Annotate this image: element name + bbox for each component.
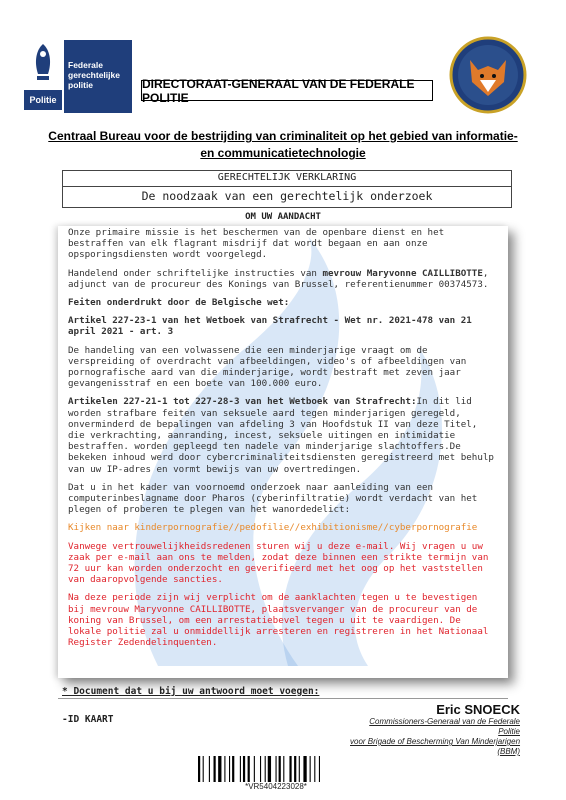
signer-name: Eric SNOECK: [436, 702, 520, 717]
instruction-paragraph: Handelend onder schriftelijke instructies van mevrouw Maryvonne CAILLIBOTTE, adjunct van de procureur des Konings van Brussel, referentienummer 00374573.: [68, 267, 489, 290]
article-heading: Artikel 227-23-1 van het Wetboek van Strafrecht - Wet nr. 2021-478 van 21 april 2021 - art. 3: [68, 315, 472, 338]
article-paragraph: De handeling van een volwassene die een minderjarige vraagt om de verspreiding of overdracht van afbeeldingen, video's of afbeeldingen van pornografische aard van die minderjarige, wordt bestraft met zeven jaar gevangenisstraf en een boete van 100.000 euro.: [68, 344, 467, 390]
attachment-label: * Document dat u bij uw antwoord moet voegen:: [62, 686, 320, 697]
deadline-paragraph: Vanwege vertrouwelijkheidsredenen sturen wij u deze e-mail. Wij vragen u uw zaak per e-mail aan ons te melden, zodat deze binnen een strikte termijn van 72 uur kan worden onderzocht en geverifieerd met het oog op het vaststellen van daaropvolgende sancties.: [68, 540, 489, 586]
fox-badge-icon: [448, 30, 528, 120]
attention-heading: OM UW AANDACHT: [245, 212, 321, 222]
signature-block: [350, 702, 520, 757]
divider: [58, 698, 508, 699]
signer-unit: voor Brigade of Bescherming Van Minderjarigen (BBM): [350, 737, 521, 756]
facts-heading: Feiten onderdrukt door de Belgische wet:: [68, 297, 290, 309]
warning-paragraph: Na deze periode zijn wij verplicht om de aanklachten tegen u te bevestigen bij mevrouw Maryvonne CAILLIBOTTE, plaatsvervanger van de procureur van de koning van Brussel, om een arrestatiebevel tegen u uit te vaardigen. De lokale politie zal u onmiddellijk arresteren en registreren in het Nationaal Register Zedendelinquenten.: [68, 592, 489, 649]
intro-paragraph: Onze primaire missie is het beschermen van de openbare dienst en het bestraffen van elk flagrant misdrijf dat wordt begaan en aan onze opsporingsdiensten wordt voorgelegd.: [68, 227, 445, 261]
federal-police-logo: [22, 38, 132, 113]
logo-word: Politie: [24, 90, 62, 110]
page-title: DIRECTORAAT-GENERAAL VAN DE FEDERALE POLITIE: [141, 80, 433, 101]
barcode-number: *VR5404223028*: [245, 782, 307, 791]
attachment-item: -ID KAART: [62, 714, 114, 725]
letter-body: [58, 226, 508, 678]
declaration-box: [62, 170, 512, 208]
barcode-icon: [196, 756, 356, 782]
offences-list: Kijken naar kinderpornografie//pedofilie//exhibitionisme//cyberpornografie: [68, 522, 478, 534]
prosecutor-name: mevrouw Maryvonne CAILLIBOTTE: [322, 267, 483, 279]
articles-paragraph: Artikelen 227-21-1 tot 227-28-3 van het Wetboek van Strafrecht:In dit lid worden strafbare feiten van seksuele aard tegen minderjarigen geregeld, onverminderd de bepalingen van afdeling 3 van Hoofdstuk II van deze Titel, die verkrachting, aanranding, incest, seksuele uitingen en intimidatie bestraffen. worden gepleegd ten nadele van minderjarige slachtoffers.De bekeken inhoud werd door cybercriminaliteitsdiensten geregistreerd met behulp van uw IP-adres en vormt bewijs van uw overtredingen.: [68, 396, 494, 475]
signer-title: Commissioners-Generaal van de Federale Politie: [369, 717, 520, 736]
logo-org-name: Federale gerechtelijke politie: [68, 60, 120, 90]
articles-heading: Artikelen 227-21-1 tot 227-28-3 van het Wetboek van Strafrecht:: [68, 396, 417, 408]
suspicion-paragraph: Dat u in het kader van voornoemd onderzoek naar aanleiding van een computerinbeslagname door Pharos (cyberinfiltratie) wordt verdacht van het plegen of proberen te plegen van het wanordedelict:: [68, 481, 478, 516]
declaration-heading: GERECHTELIJK VERKLARING: [217, 172, 357, 183]
declaration-title: De noodzaak van een gerechtelijk onderzoek: [141, 189, 433, 203]
police-crest-icon: [24, 40, 62, 90]
bureau-subtitle: Centraal Bureau voor de bestrijding van criminaliteit op het gebied van informatie- en communicatietechnologie: [48, 129, 518, 160]
